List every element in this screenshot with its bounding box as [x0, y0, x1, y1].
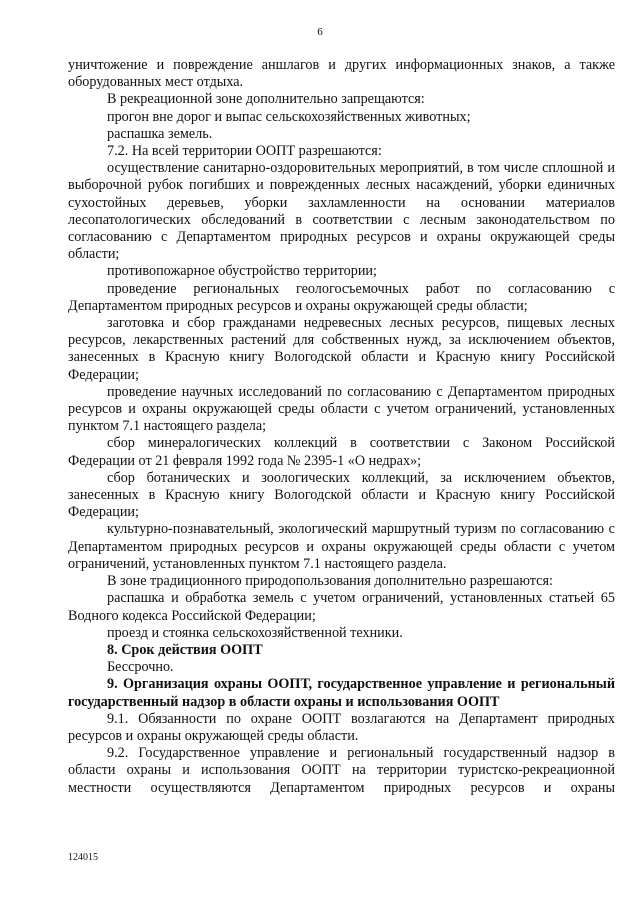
document-code: 124015 [68, 852, 98, 863]
paragraph: заготовка и сбор гражданами недревесных лесных ресурсов, пищевых лесных ресурсов, лекарственных растений для собственных нужд, за исключением объектов, занесенных в Красную книгу Вологодской области и Красную книгу Российской Федерации; [68, 315, 615, 383]
paragraph: Бессрочно. [107, 659, 174, 676]
page-number: 6 [317, 26, 323, 38]
paragraph: противопожарное обустройство территории; [107, 263, 377, 280]
paragraph: 7.2. На всей территории ООПТ разрешаются: [107, 143, 382, 160]
paragraph: уничтожение и повреждение аншлагов и других информационных знаков, а также оборудованных мест отдыха. [68, 57, 615, 91]
paragraph: 9.2. Государственное управление и региональный государственный надзор в области охраны и использования ООПТ на территории туристско-рекреационной местности осуществляются Департаментом природных ресурсов и охраны [68, 745, 615, 796]
paragraph: прогон вне дорог и выпас сельскохозяйственных животных; [107, 108, 471, 125]
paragraph: проезд и стоянка сельскохозяйственной техники. [107, 624, 403, 641]
paragraph: культурно-познавательный, экологический маршрутный туризм по согласованию с Департаментом природных ресурсов и охраны окружающей среды области с учетом ограничений, установленных пунктом 7.1 настоящего раздела. [68, 521, 615, 572]
paragraph: проведение региональных геологосъемочных работ по согласованию с Департаментом природных ресурсов и охраны окружающей среды области; [68, 280, 615, 314]
paragraph: В зоне традиционного природопользования дополнительно разрешаются: [107, 573, 553, 590]
paragraph: сбор минералогических коллекций в соответствии с Законом Российской Федерации от 21 февраля 1992 года № 2395-1 «О недрах»; [68, 435, 615, 469]
paragraph: 9.1. Обязанности по охране ООПТ возлагаются на Департамент природных ресурсов и охраны окружающей среды области. [68, 710, 615, 744]
section-heading: 8. Срок действия ООПТ [107, 641, 263, 658]
paragraph: сбор ботанических и зоологических коллекций, за исключением объектов, занесенных в Красную книгу Вологодской области и Красную книгу Российской Федерации; [68, 469, 615, 521]
paragraph: распашка земель. [107, 125, 213, 142]
paragraph: В рекреационной зоне дополнительно запрещаются: [107, 91, 425, 108]
paragraph: проведение научных исследований по согласованию с Департаментом природных ресурсов и охраны окружающей среды области с учетом ограничений, установленных пунктом 7.1 настоящего раздела; [68, 383, 615, 435]
paragraph: осуществление санитарно-оздоровительных мероприятий, в том числе сплошной и выборочной рубок погибших и поврежденных лесных насаждений, уборки единичных сухостойных деревьев, уборки захламленности на основании материалов лесопатологических обследований в соответствии с лесным законодательством по согласованию с Департаментом природных ресурсов и охраны окружающей среды области; [68, 160, 615, 263]
paragraph: распашка и обработка земель с учетом ограничений, установленных статьей 65 Водного кодекса Российской Федерации; [68, 590, 615, 624]
document-body [68, 57, 615, 797]
section-heading: 9. Организация охраны ООПТ, государственное управление и региональный государственный надзор в области охраны и использования ООПТ [68, 676, 615, 710]
